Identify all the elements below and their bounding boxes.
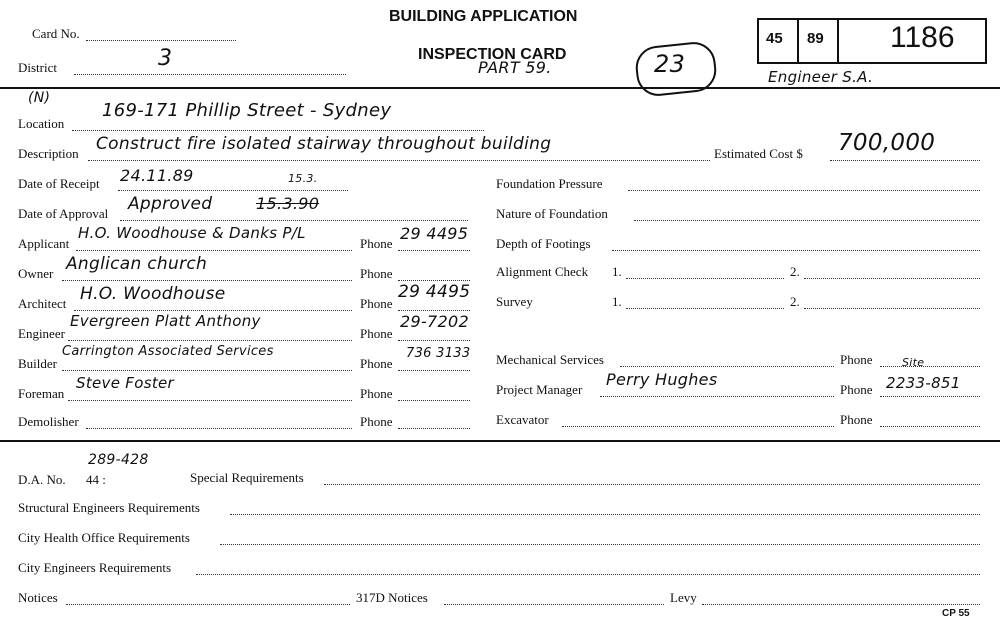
project-manager-phone-label: Phone [840, 382, 873, 397]
applicant-line [76, 250, 352, 251]
builder-phone-line [398, 370, 470, 371]
notices-label: Notices [18, 590, 58, 605]
architect-phone: 29 4495 [398, 282, 471, 302]
foreman-value: Steve Foster [76, 374, 175, 392]
card-no-label: Card No. [32, 26, 80, 41]
project-manager-line [600, 396, 834, 397]
excavator-phone-label: Phone [840, 412, 873, 427]
district-label: District [18, 60, 57, 75]
da-value: 289-428 [88, 452, 149, 468]
alignment-num-2: 2. [790, 264, 800, 279]
project-manager-phone-note: Site [902, 356, 925, 369]
notices-317d-line [444, 604, 664, 605]
location-line [72, 130, 484, 131]
box-divider-2 [837, 18, 839, 62]
architect-phone-line [398, 310, 470, 311]
project-manager-phone: 2233-851 [886, 374, 961, 392]
foreman-line [68, 400, 352, 401]
foundation-pressure-label: Foundation Pressure [496, 176, 603, 191]
owner-line [62, 280, 352, 281]
survey-label: Survey [496, 294, 533, 309]
excavator-label: Excavator [496, 412, 549, 427]
estimated-cost-label: Estimated Cost $ [714, 146, 803, 161]
date-receipt-value: 24.11.89 [120, 166, 194, 185]
builder-line [62, 370, 352, 371]
architect-label: Architect [18, 296, 67, 311]
date-receipt-label: Date of Receipt [18, 176, 100, 191]
owner-phone-line [398, 280, 470, 281]
date-approval-value: Approved [128, 194, 213, 214]
location-label: Location [18, 116, 65, 131]
architect-line [74, 310, 352, 311]
architect-value: H.O. Woodhouse [80, 284, 226, 304]
depth-footings-line [612, 250, 980, 251]
engineer-phone-line [398, 340, 470, 341]
demolisher-label: Demolisher [18, 414, 79, 429]
project-manager-phone-line [880, 396, 980, 397]
mechanical-phone-label: Phone [840, 352, 873, 367]
applicant-phone-label: Phone [360, 236, 393, 251]
survey-num-1: 1. [612, 294, 622, 309]
health-label: City Health Office Requirements [18, 530, 190, 545]
part-note: PART 59. [478, 58, 552, 77]
title-line1: BUILDING APPLICATION [389, 8, 578, 25]
card-no-line [86, 40, 236, 41]
builder-value: Carrington Associated Services [62, 344, 274, 359]
district-line [74, 74, 346, 75]
engineer-label: Engineer [18, 326, 65, 341]
applicant-label: Applicant [18, 236, 70, 251]
date-receipt-line [118, 190, 348, 191]
notices-line [66, 604, 350, 605]
description-label: Description [18, 146, 79, 161]
foreman-label: Foreman [18, 386, 65, 401]
foreman-phone-label: Phone [360, 386, 393, 401]
applicant-phone-line [398, 250, 470, 251]
header-rule [0, 87, 1000, 89]
architect-phone-label: Phone [360, 296, 393, 311]
alignment-check-label: Alignment Check [496, 264, 589, 279]
district-value: 3 [158, 46, 173, 71]
title-line2: INSPECTION CARD [418, 46, 567, 63]
district-note: (N) [28, 90, 51, 106]
excavator-line [562, 426, 834, 427]
survey-num-2: 2. [790, 294, 800, 309]
owner-phone-label: Phone [360, 266, 393, 281]
estimated-cost-value: 700,000 [838, 130, 936, 156]
demolisher-phone-label: Phone [360, 414, 393, 429]
excavator-phone-line [880, 426, 980, 427]
engineer-value: Evergreen Platt Anthony [70, 312, 261, 330]
health-line [220, 544, 980, 545]
da-label: D.A. No. [18, 472, 66, 487]
special-line [324, 484, 980, 485]
notices-317d-label: 317D Notices [356, 590, 428, 605]
owner-value: Anglican church [66, 254, 208, 274]
levy-line [702, 604, 980, 605]
engineer-note: Engineer S.A. [768, 68, 874, 86]
levy-label: Levy [670, 590, 697, 605]
applicant-value: H.O. Woodhouse & Danks P/L [78, 224, 306, 242]
builder-phone: 736 3133 [406, 346, 471, 361]
date-receipt-note: 15.3. [288, 172, 318, 185]
box-b: 89 [807, 30, 824, 47]
survey-line-2 [804, 308, 980, 309]
builder-label: Builder [18, 356, 57, 371]
date-approval-label: Date of Approval [18, 206, 109, 221]
middle-rule [0, 440, 1000, 442]
owner-label: Owner [18, 266, 54, 281]
demolisher-line [86, 428, 352, 429]
project-manager-value: Perry Hughes [606, 370, 718, 389]
description-line [88, 160, 710, 161]
engineer-phone: 29-7202 [400, 312, 469, 331]
city-eng-line [196, 574, 980, 575]
circled-number: 23 [654, 50, 686, 78]
structural-line [230, 514, 980, 515]
description-value: Construct fire isolated stairway throughout building [96, 134, 552, 154]
project-manager-label: Project Manager [496, 382, 583, 397]
depth-footings-label: Depth of Footings [496, 236, 591, 251]
mechanical-line [620, 366, 834, 367]
alignment-line-1 [626, 278, 784, 279]
box-number: 1186 [890, 21, 955, 54]
engineer-phone-label: Phone [360, 326, 393, 341]
foundation-pressure-line [628, 190, 980, 191]
da-prefix: 44 : [86, 472, 106, 487]
nature-foundation-line [634, 220, 980, 221]
box-divider-1 [797, 18, 799, 62]
date-approval-line [120, 220, 468, 221]
alignment-line-2 [804, 278, 980, 279]
mechanical-label: Mechanical Services [496, 352, 604, 367]
estimated-cost-line [830, 160, 980, 161]
date-approval-crossed: 15.3.90 [256, 194, 320, 213]
applicant-phone: 29 4495 [400, 224, 469, 243]
demolisher-phone-line [398, 428, 470, 429]
form-code: CP 55 [942, 608, 970, 619]
survey-line-1 [626, 308, 784, 309]
city-eng-label: City Engineers Requirements [18, 560, 172, 575]
foreman-phone-line [398, 400, 470, 401]
structural-label: Structural Engineers Requirements [18, 500, 200, 515]
nature-foundation-label: Nature of Foundation [496, 206, 608, 221]
builder-phone-label: Phone [360, 356, 393, 371]
alignment-num-1: 1. [612, 264, 622, 279]
engineer-line [68, 340, 352, 341]
box-a: 45 [766, 30, 783, 47]
mechanical-phone-line [880, 366, 980, 367]
location-value: 169-171 Phillip Street - Sydney [102, 100, 392, 121]
special-label: Special Requirements [190, 470, 304, 485]
